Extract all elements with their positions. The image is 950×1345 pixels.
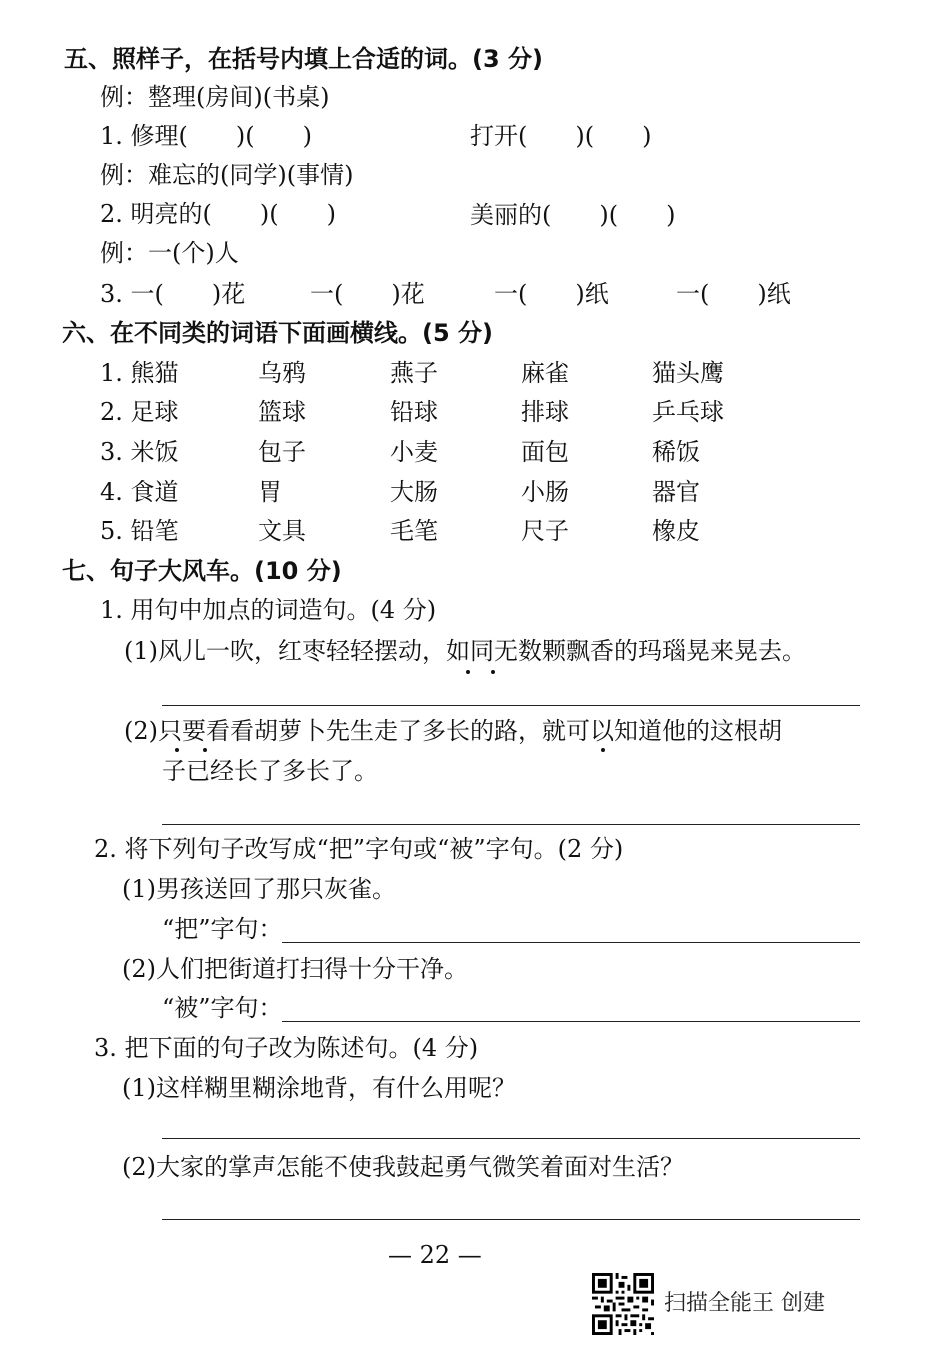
word-cell: 胃 [258,478,282,506]
emphasis-dot [175,748,179,752]
word-cell: 1. 熊猫 [100,359,179,387]
q5-3c: 一( )纸 [494,280,609,308]
emphasis-dot [466,670,470,674]
q7-3-sentence-2: (2)大家的掌声怎能不使我鼓起勇气微笑着面对生活？ [122,1153,684,1181]
word-cell: 麻雀 [521,359,569,387]
word-cell: 小麦 [390,438,438,466]
word-cell: 毛笔 [390,517,438,545]
answer-line[interactable] [162,1219,860,1220]
q7-1-sentence-1: (1)风儿一吹，红枣轻轻摆动，如同无数颗飘香的玛瑙晃来晃去。 [124,637,806,665]
qr-code-icon [592,1273,654,1335]
example-3: 例：一(个)人 [100,239,239,267]
word-cell: 3. 米饭 [100,438,179,466]
word-cell: 橡皮 [652,517,700,545]
word-cell: 排球 [521,398,569,426]
bei-label: “被”字句： [162,994,283,1022]
answer-line[interactable] [282,1021,860,1022]
example-1: 例：整理(房间)(书桌) [100,83,330,111]
q5-3a: 3. 一( )花 [100,280,246,308]
q7-1: 1. 用句中加点的词造句。(4 分) [100,596,437,624]
word-cell: 稀饭 [652,438,700,466]
word-cell: 猫头鹰 [652,359,724,387]
word-cell: 尺子 [521,517,569,545]
q5-3b: 一( )花 [310,280,425,308]
section-6-title: 六、在不同类的词语下面画横线。(5 分) [62,319,493,347]
word-cell: 5. 铅笔 [100,517,179,545]
q7-3: 3. 把下面的句子改为陈述句。(4 分) [94,1034,479,1062]
answer-line[interactable] [282,942,860,943]
q5-1a: 1. 修理( )( ) [100,122,312,150]
emphasis-dot [203,748,207,752]
q7-1-sentence-2a: (2)只要看看胡萝卜先生走了多长的路，就可以知道他的这根胡 [124,717,782,745]
q7-2-sentence-1: (1)男孩送回了那只灰雀。 [122,875,396,903]
q7-2: 2. 将下列句子改写成“把”字句或“被”字句。(2 分) [94,835,624,863]
word-cell: 篮球 [258,398,306,426]
q7-1-sentence-2b: 子已经长了多长了。 [162,757,378,785]
page-number: — 22 — [388,1241,482,1269]
emphasis-dot [491,670,495,674]
word-cell: 燕子 [390,359,438,387]
example-2: 例：难忘的(同学)(事情) [100,161,354,189]
q7-3-sentence-1: (1)这样糊里糊涂地背，有什么用呢？ [122,1074,516,1102]
word-cell: 铅球 [390,398,438,426]
word-cell: 大肠 [390,478,438,506]
word-cell: 器官 [652,478,700,506]
answer-line[interactable] [162,705,860,706]
q7-2-sentence-2: (2)人们把街道打扫得十分干净。 [122,955,468,983]
word-cell: 小肠 [521,478,569,506]
word-cell: 4. 食道 [100,478,179,506]
q5-3d: 一( )纸 [676,280,791,308]
section-5-title: 五、照样子，在括号内填上合适的词。(3 分) [64,45,543,73]
word-cell: 乒乓球 [652,398,724,426]
word-cell: 面包 [521,438,569,466]
word-cell: 乌鸦 [258,359,306,387]
ba-label: “把”字句： [162,915,283,943]
q5-1b: 打开( )( ) [470,122,652,150]
section-7-title: 七、句子大风车。(10 分) [62,557,342,585]
q5-2b: 美丽的( )( ) [470,201,676,229]
scanner-watermark: 扫描全能王 创建 [664,1291,825,1316]
emphasis-dot [601,748,605,752]
answer-line[interactable] [162,1138,860,1139]
word-cell: 2. 足球 [100,398,179,426]
q5-2a: 2. 明亮的( )( ) [100,200,336,228]
answer-line[interactable] [162,824,860,825]
word-cell: 文具 [258,517,306,545]
word-cell: 包子 [258,438,306,466]
